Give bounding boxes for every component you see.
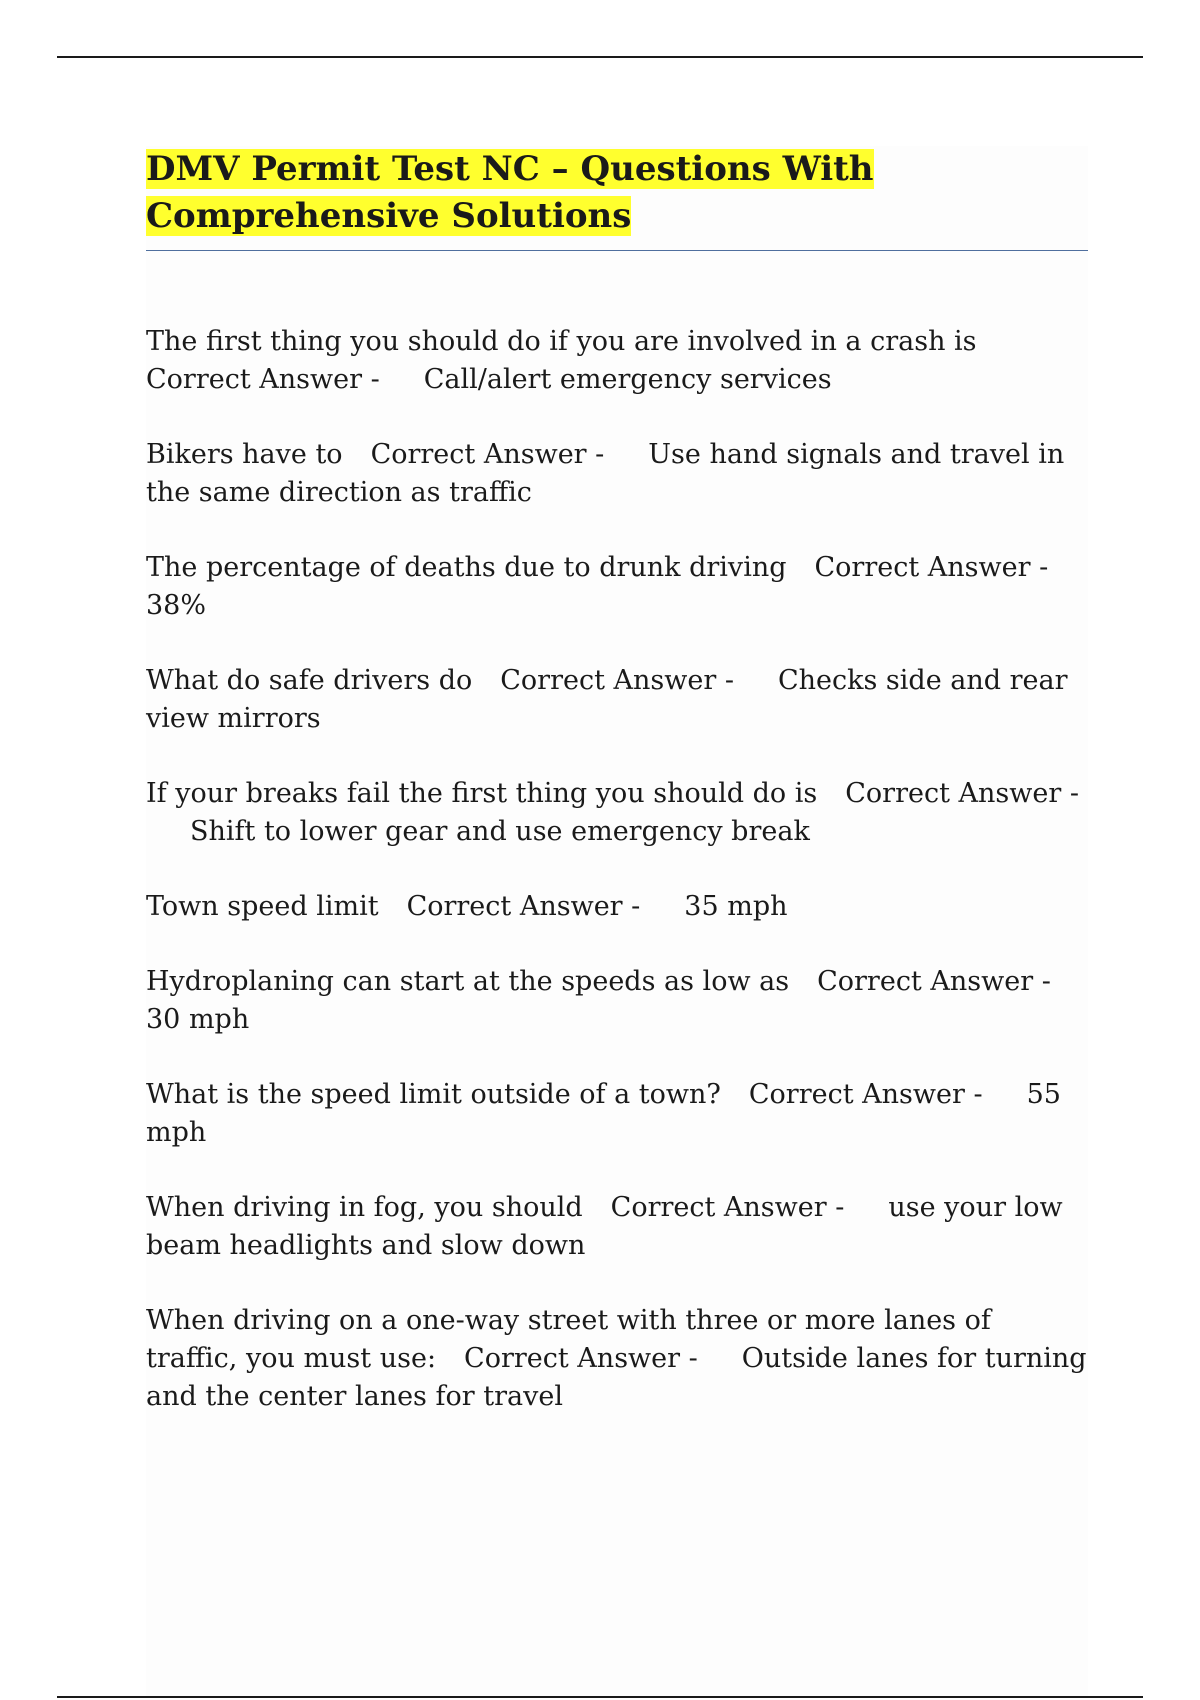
answer-text: 38% (146, 590, 207, 621)
qa-item (146, 1076, 1088, 1152)
qa-item (146, 549, 1088, 625)
question-text: What do safe drivers do (146, 665, 473, 696)
qa-item (146, 436, 1088, 512)
answer-text: Shift to lower gear and use emergency break (190, 816, 810, 847)
answer-text: 35 mph (684, 891, 788, 922)
title-underline (146, 250, 1088, 251)
question-text: When driving on a one-way street with three or more lanes of traffic, you must use: (146, 1305, 991, 1374)
answer-label: Correct Answer - (845, 778, 1079, 809)
qa-item (146, 888, 1088, 926)
answer-text: Outside lanes for turning and the center lanes for travel (146, 1343, 1087, 1412)
qa-item (146, 775, 1088, 851)
answer-label: Correct Answer - (500, 665, 734, 696)
qa-list (146, 323, 1088, 1416)
answer-text: 55 mph (146, 1079, 1061, 1148)
qa-item (146, 963, 1088, 1039)
qa-item (146, 1302, 1088, 1416)
title-line-2: Comprehensive Solutions (146, 196, 632, 236)
answer-text: Use hand signals and travel in the same direction as traffic (146, 439, 1065, 508)
answer-text: use your low beam headlights and slow down (146, 1192, 1063, 1261)
answer-text: Call/alert emergency services (423, 364, 832, 395)
question-text: If your breaks fail the first thing you should do is (146, 778, 818, 809)
question-text: Town speed limit (146, 891, 379, 922)
question-text: Bikers have to (146, 439, 343, 470)
question-text: The first thing you should do if you are involved in a crash is (146, 326, 977, 357)
question-text: When driving in fog, you should (146, 1192, 583, 1223)
answer-text: Checks side and rear view mirrors (146, 665, 1068, 734)
bottom-page-rule (57, 1696, 1143, 1698)
answer-label: Correct Answer - (406, 891, 641, 922)
answer-label: Correct Answer - (370, 439, 605, 470)
answer-label: Correct Answer - (610, 1192, 845, 1223)
title-line-1: DMV Permit Test NC – Questions With (146, 149, 874, 189)
question-text: The percentage of deaths due to drunk driving (146, 552, 787, 583)
qa-item (146, 323, 1088, 399)
document-title (146, 146, 1088, 240)
answer-label: Correct Answer - (146, 364, 380, 395)
answer-label: Correct Answer - (817, 966, 1051, 997)
question-text: Hydroplaning can start at the speeds as low as (146, 966, 790, 997)
question-text: What is the speed limit outside of a town? (146, 1079, 721, 1110)
answer-text: 30 mph (146, 1004, 250, 1035)
document-body (146, 146, 1088, 1696)
qa-item (146, 662, 1088, 738)
answer-label: Correct Answer - (464, 1343, 698, 1374)
answer-label: Correct Answer - (814, 552, 1049, 583)
top-page-rule (57, 56, 1143, 58)
qa-item (146, 1189, 1088, 1265)
answer-label: Correct Answer - (748, 1079, 983, 1110)
